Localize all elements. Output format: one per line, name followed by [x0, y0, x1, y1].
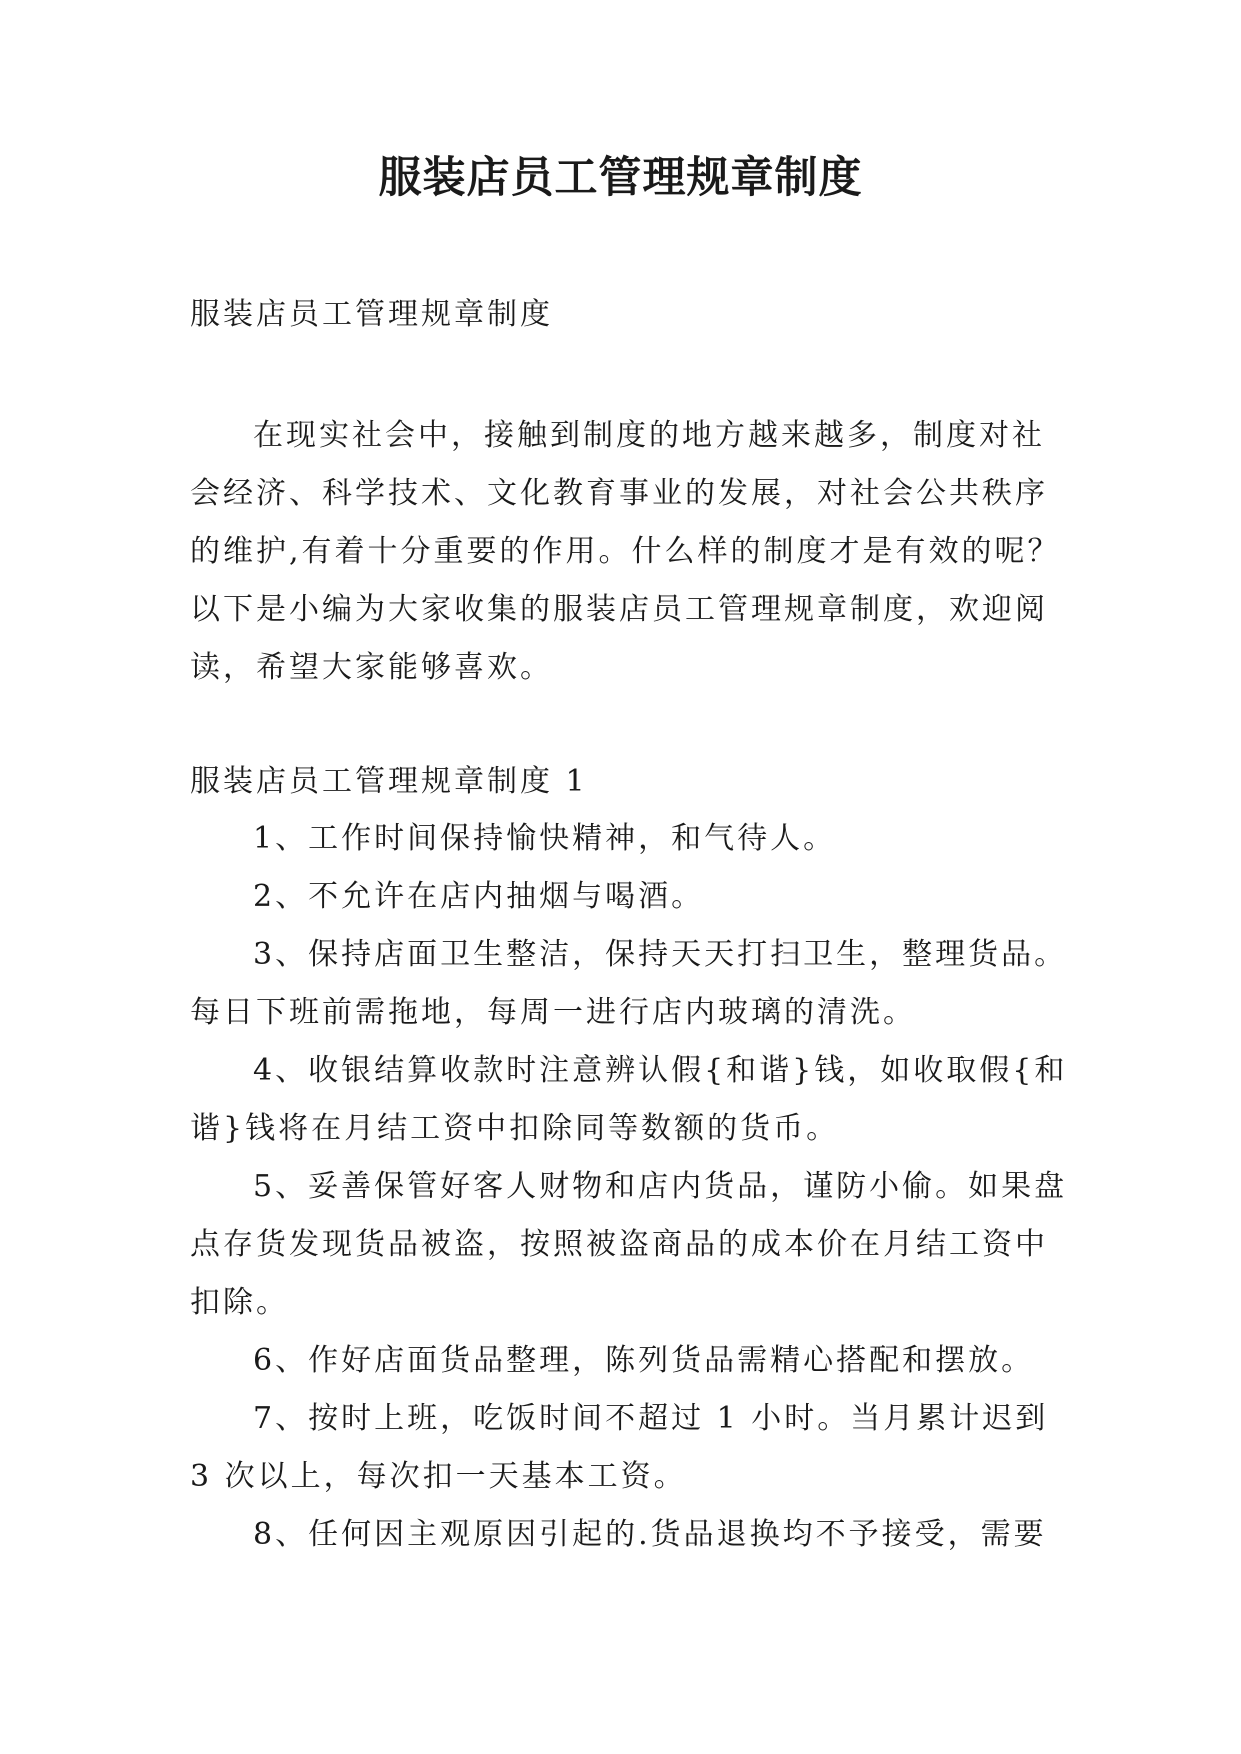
rule-item-7: 7、按时上班，吃饭时间不超过 1 小时。当月累计迟到 3 次以上，每次扣一天基本工资。: [190, 1401, 1049, 1494]
section-heading: 服装店员工管理规章制度 1: [190, 764, 588, 799]
document-subtitle: 服装店员工管理规章制度: [190, 297, 553, 332]
rule-item-8: 8、任何因主观原因引起的.货品退换均不予接受，需要: [253, 1517, 1047, 1552]
rule-item-5: 5、妥善保管好客人财物和店内货品，谨防小偷。如果盘点存货发现货品被盗，按照被盗商品的成本价在月结工资中扣除。: [190, 1169, 1068, 1320]
rule-item-6: 6、作好店面货品整理，陈列货品需精心搭配和摆放。: [253, 1343, 1035, 1378]
rule-item-4: 4、收银结算收款时注意辨认假{和谐}钱，如收取假{和谐}钱将在月结工资中扣除同等数额的货币。: [190, 1053, 1068, 1146]
rule-item-3: 3、保持店面卫生整洁，保持天天打扫卫生，整理货品。每日下班前需拖地，每周一进行店内玻璃的清洗。: [190, 937, 1068, 1030]
rule-item-1: 1、工作时间保持愉快精神，和气待人。: [253, 821, 837, 856]
rule-item-2: 2、不允许在店内抽烟与喝酒。: [253, 879, 705, 914]
document-title: 服装店员工管理规章制度: [378, 153, 863, 203]
intro-paragraph: 在现实社会中，接触到制度的地方越来越多，制度对社会经济、科学技术、文化教育事业的发展，对社会公共秩序的维护,有着十分重要的作用。什么样的制度才是有效的呢？以下是小编为大家收集的服装店员工管理规章制度，欢迎阅读，希望大家能够喜欢。: [190, 418, 1061, 685]
